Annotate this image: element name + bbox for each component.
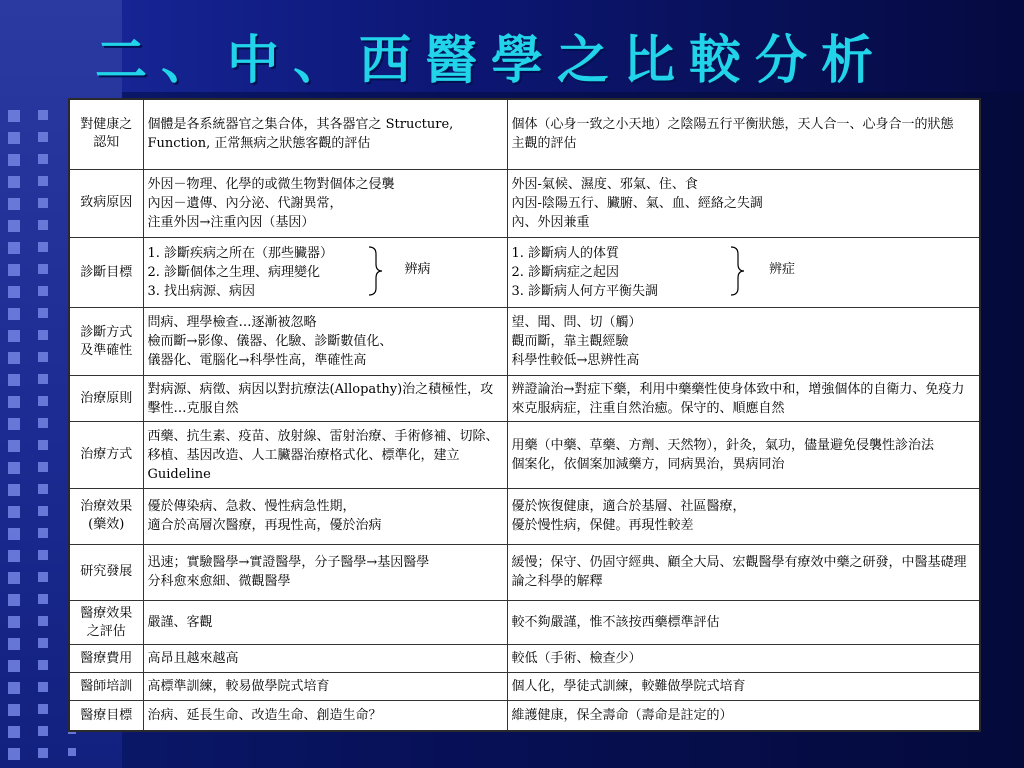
cell-line: 對病源、病徵、病因以對抗療法(Allopathy)治之積極性，攻擊性…克服自然 (147, 381, 494, 416)
decorative-square (38, 308, 48, 318)
row-header: 對健康之認知 (69, 99, 143, 169)
brace-label: 辨症 (768, 262, 795, 278)
chinese-medicine-cell (507, 673, 980, 701)
decorative-square (8, 550, 20, 562)
cell-line: 問病、理學檢查…逐漸被忽略 (147, 315, 317, 331)
decorative-square (38, 396, 48, 406)
table-row (69, 544, 980, 600)
row-header: 治療效果(藥效) (69, 488, 143, 544)
decorative-square (68, 748, 76, 756)
decorative-square (8, 286, 20, 298)
cell-line: 2. 診斷病症之起因 (511, 265, 620, 281)
table-row (69, 488, 980, 544)
brace-group (512, 244, 976, 301)
decorative-square (8, 748, 20, 760)
brace-icon (729, 246, 745, 296)
western-medicine-cell (143, 376, 507, 422)
chinese-medicine-cell (507, 308, 980, 376)
row-header: 診斷目標 (69, 237, 143, 307)
cell-line: 內、外因兼重 (511, 214, 590, 230)
decorative-square (38, 198, 48, 208)
cell-line: 2. 診斷個体之生理、病理變化 (147, 265, 321, 281)
cell-line: 內因－遺傳、內分泌、代謝異常， (147, 195, 343, 211)
chinese-medicine-cell (507, 99, 980, 169)
western-medicine-cell (143, 422, 507, 488)
comparison-table (68, 98, 981, 732)
decorative-square (38, 616, 48, 626)
chinese-medicine-cell (507, 422, 980, 488)
western-medicine-cell (143, 701, 507, 731)
decorative-square (38, 242, 48, 252)
decorative-square (8, 264, 20, 276)
cell-line: 較不夠嚴謹，惟不該按西藥標準評估 (511, 615, 720, 631)
table-row (69, 99, 980, 169)
cell-line: 個案化，依個案加減藥方，同病異治，異病同治 (511, 457, 785, 473)
row-header: 診斷方式及準確性 (69, 308, 143, 376)
row-header: 醫療費用 (69, 645, 143, 673)
decorative-square (8, 154, 20, 166)
decorative-square (8, 726, 20, 738)
brace-icon (367, 246, 383, 296)
chinese-medicine-cell (507, 169, 980, 237)
cell-line: 嚴謹、客觀 (147, 615, 213, 631)
cell-line: 3. 診斷病人何方平衡失調 (511, 284, 659, 300)
cell-line: 高標準訓練，較易做學院式培育 (147, 679, 330, 695)
cell-line: 較低（手術、檢查少） (511, 651, 642, 667)
cell-line: 注重外因→注重內因（基因） (147, 214, 315, 230)
cell-line: 主觀的評估 (511, 136, 577, 152)
row-header: 治療原則 (69, 376, 143, 422)
decorative-square (38, 528, 48, 538)
cell-line: 3. 找出病源、病因 (147, 284, 256, 300)
western-medicine-cell (143, 645, 507, 673)
chinese-medicine-cell (507, 544, 980, 600)
western-medicine-cell (143, 544, 507, 600)
decorative-square (8, 594, 20, 606)
decorative-square (8, 682, 20, 694)
decorative-square (38, 286, 48, 296)
cell-line: 外因-氣候、濕度、邪氣、住、食 (511, 176, 698, 192)
decorative-square (38, 726, 48, 736)
decorative-square (8, 110, 20, 122)
row-header: 醫療效果之評估 (69, 601, 143, 645)
row-header: 治療方式 (69, 422, 143, 488)
western-medicine-cell (143, 237, 507, 307)
western-medicine-cell (143, 488, 507, 544)
cell-line: 儀器化、電腦化→科學性高，準確性高 (147, 353, 367, 369)
chinese-medicine-cell (507, 701, 980, 731)
cell-line: 高昂且越來越高 (147, 651, 239, 667)
decorative-square (8, 704, 20, 716)
western-medicine-cell (143, 601, 507, 645)
western-medicine-cell (143, 308, 507, 376)
cell-line: 外因－物理、化學的或微生物對個体之侵襲 (147, 176, 395, 192)
table-row (69, 169, 980, 237)
decorative-square (8, 462, 20, 474)
table-row (69, 673, 980, 701)
cell-line: 1. 診斷疾病之所在（那些臟器） (147, 246, 334, 262)
decorative-square (8, 506, 20, 518)
cell-line: 望、聞、問、切（觸） (511, 315, 642, 331)
chinese-medicine-cell (507, 488, 980, 544)
cell-line: 檢而斷→影像、儀器、化驗、診斷數值化、 (147, 334, 393, 350)
decorative-square (38, 704, 48, 714)
decorative-square (8, 528, 20, 540)
decorative-square (38, 748, 48, 758)
decorative-square (38, 418, 48, 428)
cell-line: 用藥（中藥、草藥、方劑、天然物），針灸，氣功，儘量避免侵襲性診治法 (511, 438, 935, 454)
decorative-square (8, 572, 20, 584)
cell-line: 個人化，學徒式訓練，較難做學院式培育 (511, 679, 746, 695)
decorative-square (8, 396, 20, 408)
table-row (69, 601, 980, 645)
western-medicine-cell (143, 99, 507, 169)
decorative-square (8, 176, 20, 188)
cell-line: 優於慢性病，保健。再現性較差 (511, 518, 694, 534)
decorative-square (38, 110, 48, 120)
decorative-square (38, 462, 48, 472)
table-row (69, 422, 980, 488)
cell-line: 治病、延長生命、改造生命、創造生命？ (147, 708, 382, 724)
cell-line: 觀而斷，靠主觀經驗 (511, 334, 629, 350)
decorative-square (38, 594, 48, 604)
table-row (69, 308, 980, 376)
decorative-square (8, 440, 20, 452)
decorative-square (8, 220, 20, 232)
decorative-square (38, 638, 48, 648)
brace-group (148, 244, 503, 301)
decorative-square (38, 154, 48, 164)
decorative-square (8, 198, 20, 210)
decorative-square (38, 264, 48, 274)
cell-line: 維護健康，保全壽命（壽命是註定的） (511, 708, 733, 724)
decorative-square (38, 330, 48, 340)
decorative-square (8, 484, 20, 496)
decorative-square (8, 374, 20, 386)
table-row (69, 645, 980, 673)
decorative-square (38, 352, 48, 362)
table-row (69, 376, 980, 422)
cell-line: 分科愈來愈細、微觀醫學 (147, 574, 291, 590)
decorative-square (38, 484, 48, 494)
decorative-square (8, 660, 20, 672)
decorative-square (8, 330, 20, 342)
decorative-square (8, 352, 20, 364)
decorative-square (8, 242, 20, 254)
table-row (69, 701, 980, 731)
decorative-square (38, 374, 48, 384)
slide-title: 二、中、西醫學之比較分析 (95, 30, 888, 91)
chinese-medicine-cell (507, 376, 980, 422)
cell-line: 個体（心身一致之小天地）之陰陽五行平衡狀態，天人合一、心身合一的狀態 (511, 117, 954, 133)
decorative-square (8, 308, 20, 320)
decorative-square (38, 660, 48, 670)
row-header: 醫師培訓 (69, 673, 143, 701)
chinese-medicine-cell (507, 237, 980, 307)
decorative-square (8, 638, 20, 650)
decorative-square (8, 132, 20, 144)
cell-line: 1. 診斷病人的体質 (511, 246, 620, 262)
cell-line: 迅速；實驗醫學→實證醫學，分子醫學→基因醫學 (147, 555, 430, 571)
cell-line: 科學性較低→思辨性高 (511, 353, 640, 369)
decorative-square (38, 440, 48, 450)
decorative-square (8, 418, 20, 430)
chinese-medicine-cell (507, 645, 980, 673)
row-header: 致病原因 (69, 169, 143, 237)
decorative-square (38, 550, 48, 560)
cell-line: 個體是各系統器官之集合体，其各器官之 Structure, Function, 正常無病之狀態客觀的評估 (147, 117, 454, 152)
decorative-square (38, 682, 48, 692)
decorative-square (38, 132, 48, 142)
row-header: 研究發展 (69, 544, 143, 600)
cell-line: 內因-陰陽五行、臟腑、氣、血、經絡之失調 (511, 195, 763, 211)
cell-line: 適合於高層次醫療，再現性高，優於治病 (147, 518, 382, 534)
cell-line: 緩慢；保守、仍固守經典、顧全大局、宏觀醫學有療效中藥之研發，中醫基礎理論之科學的解釋 (511, 555, 967, 590)
decorative-square (38, 220, 48, 230)
table-row (69, 237, 980, 307)
decorative-square (38, 176, 48, 186)
row-header: 醫療目標 (69, 701, 143, 731)
cell-line: 西藥、抗生素、疫苗、放射線、雷射治療、手術修補、切除、移植、基因改造、人工臟器治療格式化、標準化，建立 Guideline (147, 428, 499, 482)
cell-line: 優於傳染病、急救、慢性病急性期， (147, 499, 356, 515)
decorative-square (38, 506, 48, 516)
cell-line: 優於恢復健康，適合於基層、社區醫療， (511, 499, 746, 515)
western-medicine-cell (143, 673, 507, 701)
decorative-square (8, 616, 20, 628)
western-medicine-cell (143, 169, 507, 237)
decorative-square (38, 572, 48, 582)
brace-label: 辨病 (404, 262, 431, 278)
chinese-medicine-cell (507, 601, 980, 645)
cell-line: 辨證論治→對症下藥，利用中藥藥性使身体致中和，增強個体的自衛力、免疫力來克服病症，注重自然治癒。保守的、順應自然 (511, 381, 965, 416)
